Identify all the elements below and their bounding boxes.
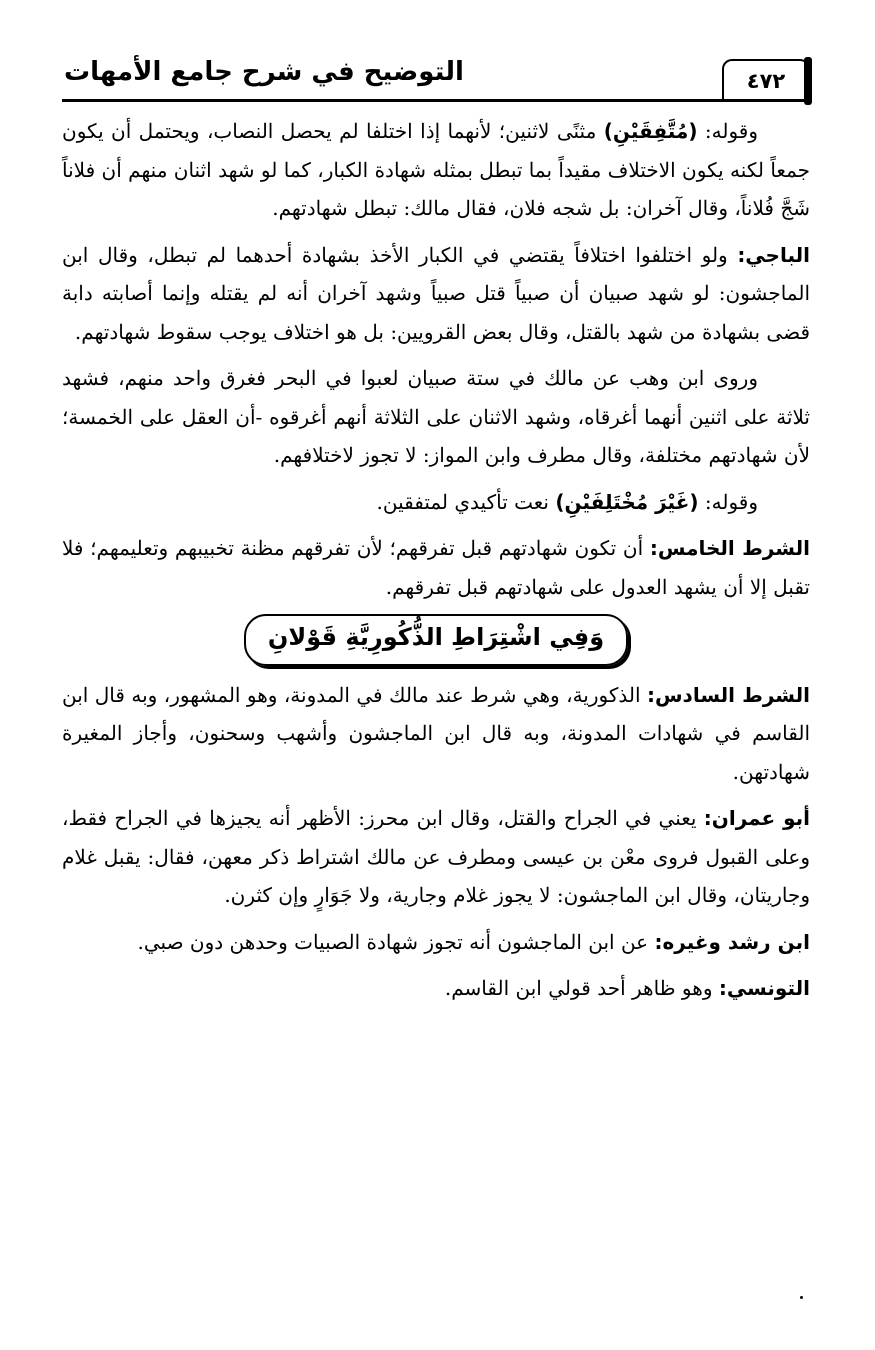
page-header [62,55,810,103]
scholar-label: ابن رشد وغيره: [654,929,810,954]
paragraph [62,359,810,475]
paragraph-text: وهو ظاهر أحد قولي ابن القاسم. [444,976,719,1000]
paragraph-text: أن تكون شهادتهم قبل تفرقهم؛ لأن تفرقهم مظنة تخبيبهم وتعليمهم؛ فلا تقبل إلا أن يشهد العدول على شهادتهم قبل تفرقهم. [62,536,810,599]
scholar-label: التونسي: [718,976,810,1000]
paragraph-text: وروى ابن وهب عن مالك في ستة صبيان لعبوا في البحر فغرق واحد منهم، فشهد ثلاثة على اثنين أنهما أغرقاه، وشهد الاثنان على الثلاثة أنهم أغرقوه -أن العقل على الخمسة؛ لأن شهادتهم مختلفة، وقال مطرف وابن المواز: لا تجوز لاختلافهم. [62,366,810,467]
section-heading [62,614,810,666]
page-number-frame [722,59,810,101]
print-mark [800,1296,803,1299]
paragraph [62,529,810,606]
paragraph [62,483,810,522]
quoted-term: (مُتَّفِقَيْنِ) [603,119,698,143]
paragraph [62,923,810,962]
scholar-label: الباجي: [737,242,810,267]
condition-label: الشرط الخامس: [649,536,810,560]
paragraph [62,236,810,352]
paragraph [62,112,810,228]
paragraph-text: عن ابن الماجشون أنه تجوز شهادة الصبيات وحدهن دون صبي. [137,929,655,954]
section-heading-frame [244,614,628,666]
page-number: ٤٧٢ [746,69,786,93]
paragraph-text: مثنًى لاثنين؛ لأنهما إذا اختلفا لم يحصل النصاب، ويحتمل أن يكون جمعاً لكنه يكون الاختلاف مقيداً بما تبطل بمثله شهادة الكبار، كما لو شهد اثنان منهم أن فلاناً شَجَّ فُلاناً، وقال آخران: بل شجه فلان، فقال مالك: تبطل شهادتهم. [62,119,810,220]
paragraph-text: وقوله: [697,119,758,143]
paragraph-text: نعت تأكيدي لمتفقين. [376,489,556,514]
header-rule [62,99,810,102]
running-title: التوضيح في شرح جامع الأمهات [64,57,464,87]
section-heading-text: وَفِي اشْتِرَاطِ الذُّكُورِيَّةِ قَوْلانِ [267,623,605,651]
paragraph [62,799,810,915]
paragraph-text: ولو اختلفوا اختلافاً يقتضي في الكبار الأخذ بشهادة أحدهما لم تبطل، وقال ابن الماجشون: لو شهد صبيان أن صبياً قتل صبياً وشهد آخران أنه لم يقتله وإنما أصابته دابة قضى بشهادة من شهد بالقتل، وقال بعض القرويين: بل هو اختلاف يوجب سقوط شهادتهم. [62,242,810,344]
paragraph-text: وقوله: [698,489,758,514]
quoted-term: (غَيْرَ مُخْتَلِفَيْنِ) [555,489,699,514]
body-text [62,112,810,1016]
paragraph-text: يعني في الجراح والقتل، وقال ابن محرز: الأظهر أنه يجيزها في الجراح فقط، وعلى القبول فروى معْن بن عيسى ومطرف عن مالك اشتراط ذكر معهن، فقال: يقبل غلام وجاريتان، وقال ابن الماجشون: لا يجوز غلام وجارية، ولا جَوَارٍ وإن كثرن. [62,806,810,907]
paragraph [62,969,810,1008]
scholar-label: أبو عمران: [703,806,810,830]
paragraph-text: الذكورية، وهي شرط عند مالك في المدونة، وهو المشهور، وبه قال ابن القاسم في شهادات المدونة، وبه قال ابن الماجشون وأشهب وسحنون، وأجاز المغيرة شهادتهن. [62,682,811,784]
paragraph [62,676,810,792]
condition-label: الشرط السادس: [646,682,810,707]
